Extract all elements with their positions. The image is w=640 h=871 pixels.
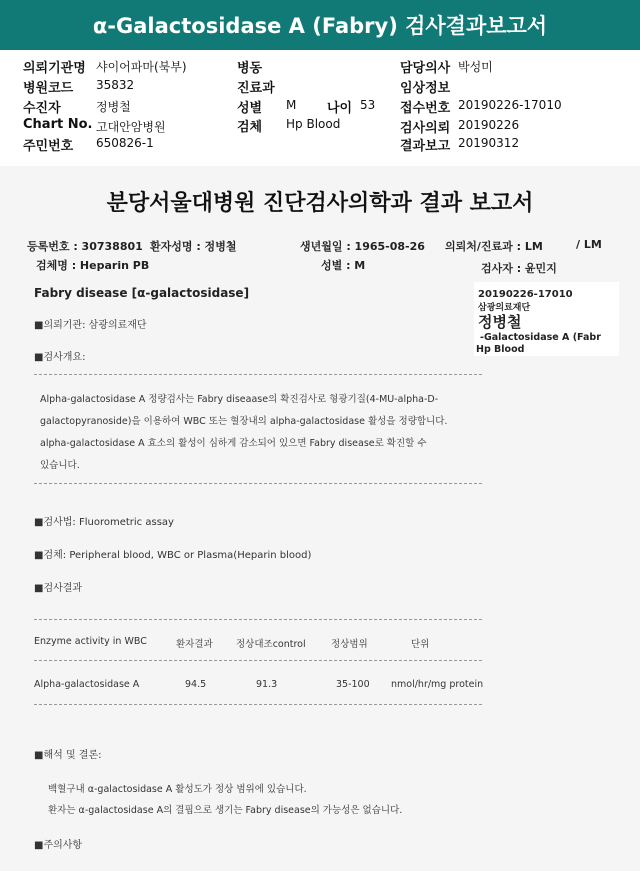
ward-label: 병동 — [237, 61, 263, 76]
dept-label: 진료과 — [237, 81, 275, 96]
report-title-bar — [0, 0, 640, 50]
request-value: 20190226 — [458, 118, 520, 132]
receipt-label: 접수번호 — [400, 101, 451, 116]
table-header-control: 정상대조control — [236, 639, 306, 650]
sticker-specimen: Hp Blood — [476, 344, 525, 355]
clinical-label: 임상정보 — [400, 81, 451, 96]
divider — [34, 619, 482, 620]
patient-label: 수진자 — [23, 101, 61, 116]
table-header-patient: 환자결과 — [176, 639, 213, 650]
specimen-description: ■검체: Peripheral blood, WBC or Plasma(Heparin blood) — [34, 550, 312, 561]
receipt-value: 20190226-17010 — [458, 98, 562, 112]
overview-line-2: galactopyranoside)을 이용하여 WBC 또는 혈장내의 alpha-galactosidase 활성을 정량합니다. — [40, 416, 448, 427]
notes-heading: ■주의사항 — [34, 840, 83, 851]
specimen-name: 검체명 : Heparin PB — [36, 259, 150, 272]
sticker-org: 삼광의료재단 — [478, 303, 531, 313]
report-date-label: 결과보고 — [400, 139, 451, 154]
sticker-test: -Galactosidase A (Fabr — [480, 332, 601, 343]
sex-value: M — [286, 98, 297, 112]
divider — [34, 374, 482, 375]
request-label: 검사의뢰 — [400, 121, 451, 136]
hospital-report — [0, 166, 640, 871]
specimen-label: 검체 — [237, 120, 263, 135]
date-of-birth: 생년월일 : 1965-08-26 — [300, 240, 425, 253]
table-cell-unit: nmol/hr/mg protein — [391, 679, 484, 690]
chart-value: 고대안암병원 — [96, 120, 166, 134]
requester-dept: / LM — [576, 238, 602, 251]
table-header-enzyme: Enzyme activity in WBC — [34, 636, 147, 647]
code-value: 35832 — [96, 78, 135, 92]
age-value: 53 — [360, 98, 376, 112]
table-header-range: 정상범위 — [331, 639, 368, 650]
report-sex: 성별 : M — [321, 259, 366, 272]
doctor-value: 박성미 — [458, 60, 493, 74]
age-label: 나이 — [327, 101, 353, 116]
sex-label: 성별 — [237, 101, 263, 116]
table-header-unit: 단위 — [411, 639, 430, 650]
requesting-org: ■의뢰기관: 삼광의료재단 — [34, 320, 147, 331]
report-date-value: 20190312 — [458, 136, 520, 150]
overview-line-3: alpha-galactosidase A 효소의 활성이 심하게 감소되어 있으면 Fabry disease로 확진할 수 — [40, 438, 427, 449]
examiner: 검사자 : 윤민지 — [481, 262, 557, 275]
sticker-patient: 정병철 — [478, 313, 522, 331]
patient-value: 정병철 — [96, 100, 131, 114]
divider — [34, 704, 482, 705]
table-cell-range: 35-100 — [336, 679, 370, 690]
interpretation-line-2: 환자는 α-galactosidase A의 결핍으로 생기는 Fabry disease의 가능성은 없습니다. — [48, 805, 403, 816]
id-label: 주민번호 — [23, 139, 74, 154]
patient-name: 환자성명 : 정병철 — [150, 240, 237, 253]
hospital-value: 샤이어파마(북부) — [96, 60, 187, 74]
sample-label-sticker — [474, 282, 619, 356]
result-heading: ■검사결과 — [34, 583, 83, 594]
doctor-label: 담당의사 — [400, 61, 451, 76]
interpretation-heading: ■해석 및 결론: — [34, 750, 102, 761]
report-title: α-Galactosidase A (Fabry) 검사결과보고서 — [92, 14, 548, 38]
divider — [34, 483, 482, 484]
sticker-receipt: 20190226-17010 — [478, 289, 573, 300]
requester: 의뢰처/진료과 : LM — [445, 240, 543, 253]
chart-label: Chart No. — [23, 117, 93, 132]
overview-heading: ■검사개요: — [34, 352, 86, 363]
overview-line-4: 있습니다. — [40, 460, 80, 471]
hospital-report-title: 분당서울대병원 진단검사의학과 결과 보고서 — [106, 191, 534, 216]
table-cell-patient: 94.5 — [185, 679, 207, 690]
divider — [34, 660, 482, 661]
overview-line-1: Alpha-galactosidase A 정량검사는 Fabry diseaase의 확진검사로 형광기질(4-MU-alpha-D- — [40, 394, 439, 405]
method: ■검사법: Fluorometric assay — [34, 517, 174, 528]
table-cell-control: 91.3 — [256, 679, 278, 690]
hospital-label: 의뢰기관명 — [23, 61, 86, 76]
specimen-value: Hp Blood — [286, 117, 341, 131]
patient-info-panel — [0, 50, 640, 167]
table-cell-enzyme: Alpha-galactosidase A — [34, 679, 140, 690]
code-label: 병원코드 — [23, 81, 74, 96]
id-value: 650826-1 — [96, 136, 154, 150]
interpretation-line-1: 백혈구내 α-galactosidase A 활성도가 정상 범위에 있습니다. — [48, 784, 307, 795]
test-name: Fabry disease [α-galactosidase] — [34, 286, 250, 300]
registration-number: 등록번호 : 30738801 — [27, 240, 143, 253]
